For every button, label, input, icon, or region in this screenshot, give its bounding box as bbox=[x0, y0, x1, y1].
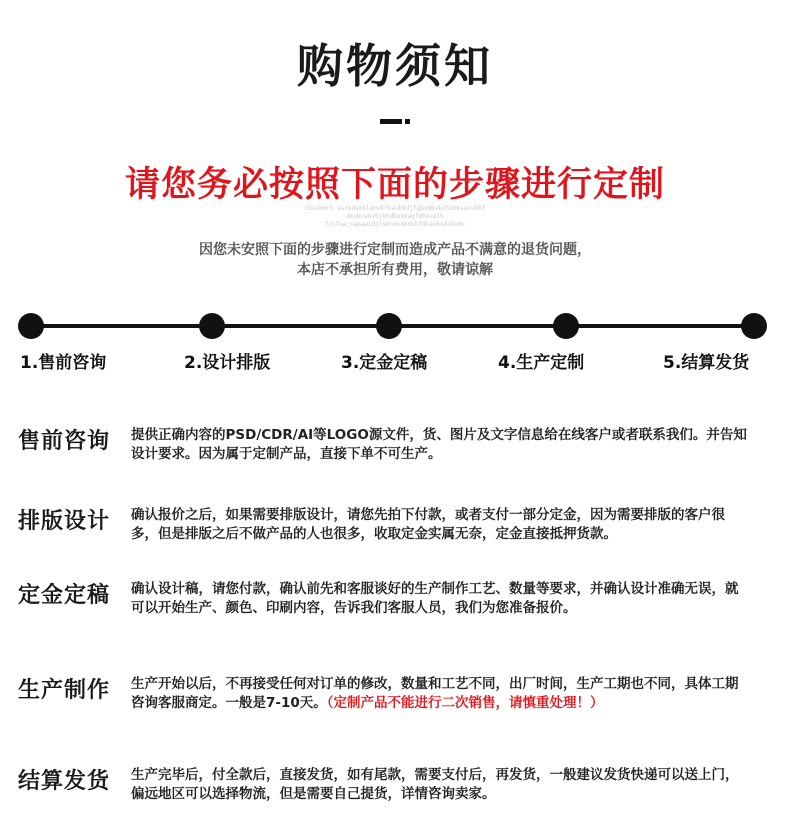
section-text bbox=[131, 675, 751, 713]
tiny-text-line: cbsxbmcl asckdsmkldnvkfkavbkdjfgbvdbvkchxbkvsnvkhf bbox=[304, 205, 486, 212]
section-warning-text: （定制产品不能进行二次销售，请慎重处理！） bbox=[326, 695, 604, 711]
section-text-main: 提供正确内容的PSD/CDR/AI等LOGO源文件，货、图片及文字信息给在线客户或者联系我们。并告知设计要求。因为属于定制产品，直接下单不可生产。 bbox=[131, 427, 747, 462]
title-underline bbox=[0, 111, 790, 130]
timeline-dot-4 bbox=[553, 313, 579, 339]
section-text-main: 确认设计稿，请您付款，确认前先和客服谈好的生产制作工艺、数量等要求，并确认设计准确无误，就可以开始生产、颜色、印刷内容，告诉我们客服人员，我们为您准备报价。 bbox=[131, 581, 739, 616]
notice-line: 本店不承担所有费用，敬请谅解 bbox=[297, 262, 493, 278]
section-text-main: 生产完毕后，付全款后，直接发货，如有尾款，需要支付后，再发货，一般建议发货快递可以送上门，偏远地区可以选择物流，但是需要自己提货，详情咨询卖家。 bbox=[131, 767, 739, 802]
timeline-step-label: 1.售前咨询 bbox=[20, 353, 107, 373]
timeline-dot-1 bbox=[18, 313, 44, 339]
timeline-step-label: 3.定金定稿 bbox=[341, 353, 428, 373]
section-heading: 结算发货 bbox=[18, 769, 111, 794]
section-text bbox=[131, 426, 751, 464]
section-text-main: 确认报价之后，如果需要排版设计，请您先拍下付款，或者支付一部分定金，因为需要排版的客户很多，但是排版之后不做产品的人也很多，收取定金实属无奈，定金直接抵押货款。 bbox=[131, 507, 725, 542]
timeline-step-label: 4.生产定制 bbox=[498, 353, 585, 373]
section-heading: 售前咨询 bbox=[18, 429, 111, 454]
notice-line: 因您未安照下面的步骤进行定制而造成产品不满意的退货问题， bbox=[199, 242, 591, 258]
timeline-dot-3 bbox=[376, 313, 402, 339]
section-text-main: 生产开始以后，不再接受任何对订单的修改，数量和工艺不同，出厂时间，生产工期也不同，具体工期咨询客服商定。一般是7-10天。 bbox=[131, 676, 739, 711]
section-heading: 定金定稿 bbox=[18, 583, 111, 608]
timeline-dot-5 bbox=[741, 313, 767, 339]
section-text bbox=[131, 766, 751, 804]
section-heading: 生产制作 bbox=[18, 678, 111, 703]
tiny-text-line: dkvbcwkvbjkhdbvkbagfdhoudlh bbox=[346, 213, 444, 220]
page-title: 购物须知 bbox=[297, 39, 493, 93]
underline-bar bbox=[380, 119, 402, 124]
section-heading: 排版设计 bbox=[18, 509, 111, 534]
section-text bbox=[131, 506, 751, 544]
underline-dot bbox=[405, 119, 410, 124]
timeline-step-label: 5.结算发货 bbox=[663, 353, 750, 373]
tiny-text-line: f/ufua;oapawidjlsknovnkdshfdkaxkndshadc bbox=[324, 221, 466, 228]
timeline-step-label: 2.设计排版 bbox=[184, 353, 271, 373]
tiny-decorative-text bbox=[0, 205, 790, 229]
timeline-dot-2 bbox=[199, 313, 225, 339]
section-text bbox=[131, 580, 751, 618]
notice-text bbox=[0, 240, 790, 280]
page-subtitle: 请您务必按照下面的步骤进行定制 bbox=[124, 165, 665, 205]
